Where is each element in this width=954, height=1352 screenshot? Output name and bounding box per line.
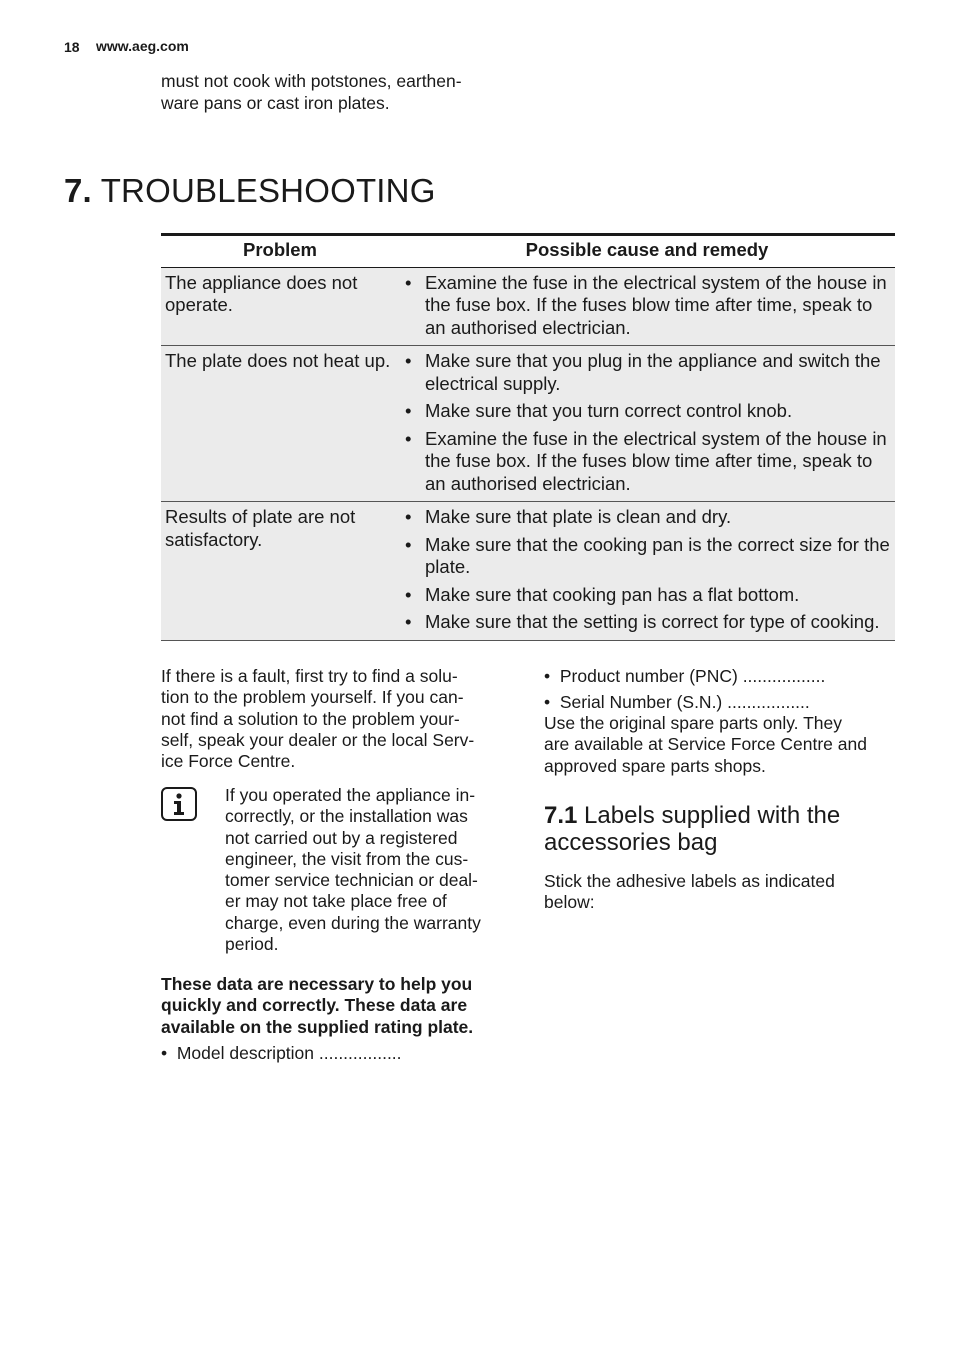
page-number: 18 — [64, 39, 80, 55]
remedy-item: • Make sure that the cooking pan is the correct size for the plate. — [403, 534, 891, 579]
serial-number-text: Serial Number (S.N.) ................. — [559, 692, 810, 712]
problem-cell: The plate does not heat up. — [161, 346, 399, 502]
data-note: These data are necessary to help you quickly and correctly. These data are available on the supplied rating plate. — [161, 974, 474, 1037]
remedy-cell — [399, 346, 895, 502]
header-url[interactable]: www.aeg.com — [96, 38, 189, 54]
labels-text: Stick the adhesive labels as indicated below: — [544, 871, 835, 913]
remedy-item: • Make sure that you plug in the appliance and switch the electrical supply. — [403, 350, 891, 395]
remedy-cell — [399, 502, 895, 641]
remedy-item: • Examine the fuse in the electrical system of the house in the fuse box. If the fuses blow time after time, speak to an authorised electrician. — [403, 272, 891, 340]
table-row — [161, 502, 895, 641]
info-note: If you operated the appliance in- correctly, or the installation was not carried out by a registered engineer, the visit from the cus- tomer service technician or deal- er may not take place free of charge, even during the warranty period. — [225, 785, 481, 955]
section-title — [64, 172, 436, 210]
bullet: • — [544, 666, 560, 686]
subsection-title-text: Labels supplied with the accessories bag — [544, 802, 841, 856]
remedy-item: • Make sure that plate is clean and dry. — [403, 506, 891, 529]
subsection-title — [544, 802, 904, 856]
remedy-cell — [399, 267, 895, 346]
section-title-text: TROUBLESHOOTING — [100, 172, 436, 209]
intro-text: must not cook with potstones, earthen- ware pans or cast iron plates. — [161, 71, 462, 113]
remedy-item: • Make sure that the setting is correct for type of cooking. — [403, 611, 891, 634]
problem-cell: Results of plate are not satisfactory. — [161, 502, 399, 641]
table-row — [161, 267, 895, 346]
remedy-item: • Make sure that cooking pan has a flat bottom. — [403, 584, 891, 607]
problem-cell: The appliance does not operate. — [161, 267, 399, 346]
model-description-text: Model description ................. — [176, 1043, 402, 1063]
table-header-row — [161, 235, 895, 268]
model-description-item — [161, 1043, 521, 1064]
troubleshooting-table — [161, 233, 895, 641]
info-icon — [161, 787, 197, 821]
remedy-item: • Make sure that you turn correct control knob. — [403, 400, 891, 423]
remedy-item: • Examine the fuse in the electrical system of the house in the fuse box. If the fuses blow time after time, speak to an authorised electrician. — [403, 428, 891, 496]
column-header-remedy: Possible cause and remedy — [399, 235, 895, 268]
subsection-number: 7.1 — [544, 802, 578, 829]
product-number-text: Product number (PNC) ................. — [559, 666, 826, 686]
spare-parts-text: Use the original spare parts only. They are available at Service Force Centre and approved spare parts shops. — [544, 713, 867, 776]
section-number: 7. — [64, 172, 92, 209]
table-row — [161, 346, 895, 502]
info-icon-glyph — [163, 789, 195, 819]
fault-text: If there is a fault, first try to find a solu- tion to the problem yourself. If you can- not find a solution to the problem your- self, speak your dealer or the local Serv- ice Force Centre. — [161, 666, 475, 772]
serial-number-item — [544, 692, 904, 713]
product-number-item — [544, 666, 904, 687]
bullet: • — [161, 1043, 177, 1063]
column-header-problem: Problem — [161, 235, 399, 268]
bullet: • — [544, 692, 560, 712]
